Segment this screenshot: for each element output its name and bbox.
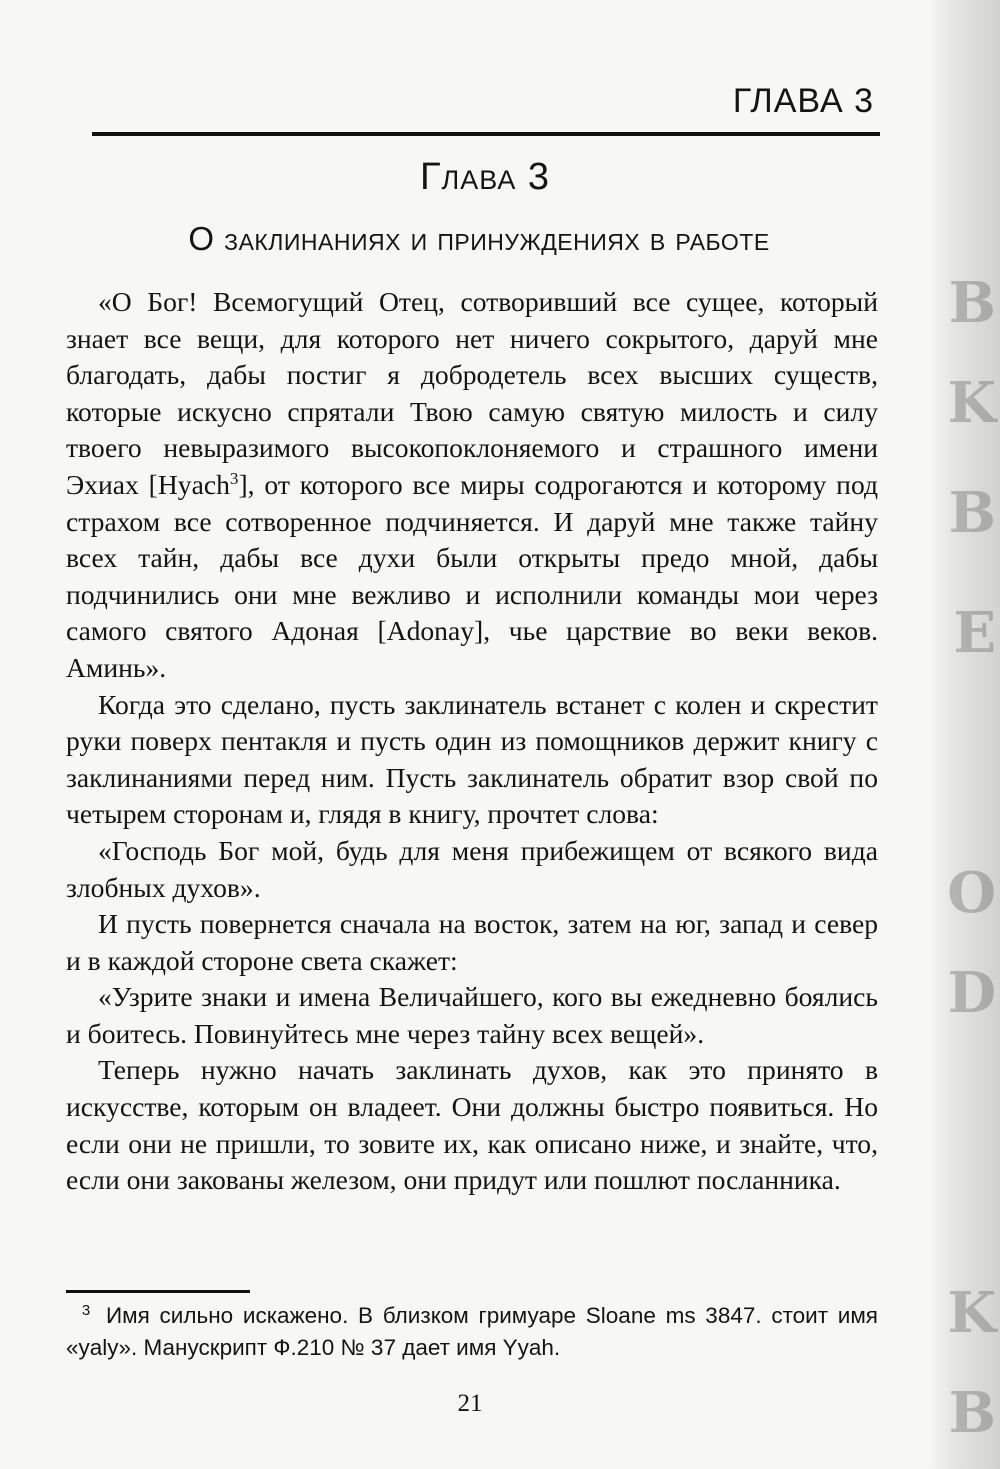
bleed-glyph: B — [948, 270, 996, 336]
paragraph: Когда это сделано, пусть заклинатель встанет с колен и скрестит руки поверх пентакля и пусть один из помощников держит книгу с заклинаниями перед ним. Пусть заклинатель обратит взор свой по четырем сторонам и, глядя в книгу, прочтет слова: — [66, 688, 878, 830]
paragraph-text: «О Бог! Всемогущий Отец, сотворивший все сущее, который знает все вещи, для которого нет ничего сокрытого, даруй мне благодать, дабы постиг я добродетель всех высших существ, которые искусно спрятали Твою самую святую милость и силу твоего невыразимого высокопоклоняемого и страшного имени Эхиах [Hyach — [66, 286, 878, 500]
bleed-glyph: K — [947, 370, 996, 436]
footnote-rule — [66, 1290, 250, 1293]
body-text — [66, 284, 878, 1199]
paragraph: «Узрите знаки и имена Величайшего, кого вы ежедневно боялись и боитесь. Повинуйтесь мне через тайну всех вещей». — [66, 981, 878, 1049]
bleed-glyph: O — [947, 860, 996, 926]
chapter-title: Глава 3 — [419, 156, 551, 198]
page-number: 21 — [457, 1390, 483, 1417]
paragraph-text-continued: ], от которого все миры содрогаются и которому под страхом все сотворенное подчиняется. И даруй мне также тайну всех тайн, дабы все духи были открыты предо мной, дабы подчинились они мне вежливо и исполнили команды мои через самого святого Адоная [Adonay], чье царствие во веки веков. Аминь». — [66, 468, 878, 683]
bleed-glyph: B — [948, 480, 996, 546]
chapter-subtitle: О заклинаниях и принуждениях в работе — [188, 220, 770, 257]
footnote-ref: 3 — [229, 468, 239, 488]
bleed-glyph: E — [953, 600, 996, 666]
footnote: 3 Имя сильно искажено. В близком гримуаре Sloane ms 3847. стоит имя «yaly». Манускрипт Ф.210 № 37 дает имя Yyah. — [66, 1301, 878, 1360]
running-head: ГЛАВА 3 — [732, 82, 874, 120]
bleed-glyph: D — [947, 960, 996, 1026]
footnote-text: Имя сильно искажено. В близком гримуаре Sloane ms 3847. стоит имя «yaly». Манускрипт Ф.210 № 37 дает имя Yyah. — [66, 1303, 878, 1360]
paragraph: И пусть повернется сначала на восток, затем на юг, запад и север и в каждой стороне света скажет: — [66, 908, 878, 976]
paragraph — [66, 284, 878, 687]
paragraph: Теперь нужно начать заклинать духов, как это принято в искусстве, которым он владеет. Они должны быстро появиться. Но если они не пришли, то зовите их, как описано ниже, и знайте, что, если они закованы железом, они придут или пошлют посланника. — [66, 1054, 878, 1196]
bleed-glyph: K — [947, 1280, 996, 1346]
header-rule — [92, 132, 880, 136]
paragraph: «Господь Бог мой, будь для меня прибежищем от всякого вида злобных духов». — [66, 834, 878, 903]
bleed-glyph: B — [948, 1380, 996, 1446]
